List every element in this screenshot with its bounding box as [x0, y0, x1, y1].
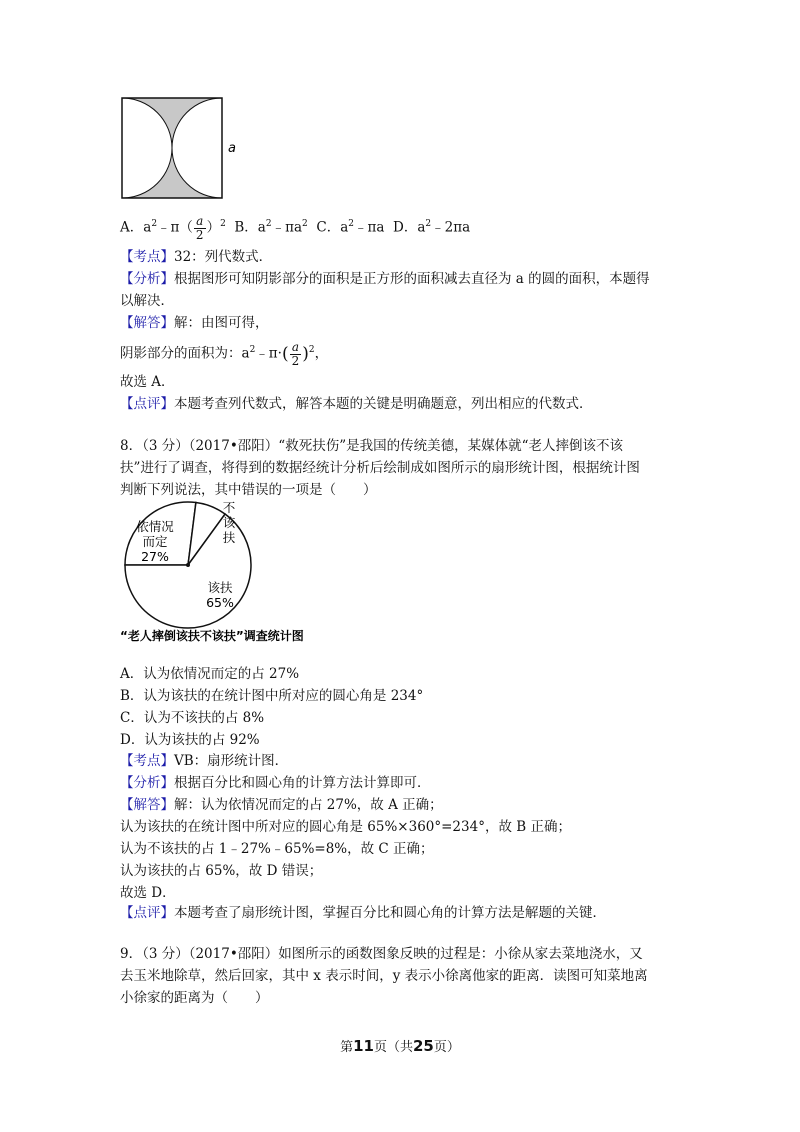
formula-end: ，: [314, 345, 329, 362]
jieda-line-5: 故选 D．: [120, 885, 176, 901]
q7-kaodian: [120, 247, 272, 267]
q7-option-a-text: ﹣π（: [157, 219, 193, 236]
q8-fenxi: [120, 773, 431, 793]
pie-slice-label: 而定: [142, 534, 168, 549]
q8-option-c: C．认为不该扶的占 8%: [120, 710, 265, 726]
pie-value-label: 65%: [206, 595, 234, 610]
jieda-line-3: 认为不该扶的占 1﹣27%﹣65%=8%，故 C 正确；: [120, 841, 434, 857]
fenxi-tag: 【分析】: [120, 271, 174, 287]
side-label: a: [228, 141, 236, 156]
fraction-a-over-2: [290, 341, 302, 368]
kaodian-text: VB：扇形统计图．: [174, 753, 289, 769]
pie-slice-label: 该扶: [207, 580, 233, 595]
q7-fenxi: [120, 269, 650, 289]
page-middle: 页（共: [373, 1040, 413, 1055]
square-semicircle-figure: [118, 94, 258, 204]
superscript: 2: [308, 345, 315, 355]
q9-stem-line-2: 去玉米地除草，然后回家，其中 x 表示时间，y 表示小徐离他家的距离．读图可知菜地离: [120, 968, 648, 984]
jieda-tag: 【解答】: [120, 315, 174, 331]
q7-answer: 故选 A．: [120, 374, 175, 390]
fraction-numerator: a: [290, 341, 302, 355]
pie-slice-label: 扶: [222, 530, 236, 545]
paren-close: ): [302, 344, 309, 364]
pie-chart: [120, 500, 360, 650]
fenxi-tag: 【分析】: [120, 775, 174, 791]
superscript: 2: [302, 219, 308, 229]
q7-options: [120, 214, 470, 242]
superscript: 2: [151, 219, 158, 229]
q8-stem-line-1: 8．（3 分）（2017•邵阳）“救死扶伤”是我国的传统美德，某媒体就“老人摔倒该不该: [120, 438, 623, 454]
q8-option-d: D．认为该扶的占 92%: [120, 732, 260, 748]
page-suffix: 页）: [433, 1040, 460, 1055]
q7-option-c-text: ﹣πa: [353, 219, 385, 236]
fraction-numerator: a: [194, 215, 206, 229]
formula-prefix: 阴影部分的面积为：a: [120, 345, 250, 362]
jieda-text: 解：认为依情况而定的占 27%，故 A 正确；: [174, 797, 443, 813]
q7-option-d: D．a: [393, 219, 426, 236]
q8-option-b: B．认为该扶的在统计图中所对应的圆心角是 234°: [120, 688, 424, 704]
q9-stem-line-3: 小徐家的距离为（ ）: [120, 990, 269, 1006]
superscript: 2: [348, 219, 354, 229]
fenxi-text: 根据图形可知阴影部分的面积是正方形的面积减去直径为 a 的圆的面积，本题得: [174, 271, 650, 287]
dianping-text: 本题考查列代数式，解答本题的关键是明确题意，列出相应的代数式．: [174, 396, 593, 412]
kaodian-tag: 【考点】: [120, 249, 174, 265]
fraction-denominator: 2: [291, 353, 300, 368]
jieda-line-2: 认为该扶的在统计图中所对应的圆心角是 65%×360°=234°，故 B 正确；: [120, 819, 571, 835]
fraction-a-over-2: [194, 215, 206, 242]
q7-option-a: A．a: [120, 219, 152, 236]
pie-value-label: 27%: [141, 549, 169, 564]
pie-center-dot: [186, 563, 190, 567]
page-current: 11: [353, 1037, 374, 1055]
paren-open: (: [281, 344, 289, 364]
fenxi-text: 根据百分比和圆心角的计算方法计算即可．: [174, 775, 431, 791]
page-prefix: 第: [340, 1040, 354, 1055]
q7-dianping: [120, 394, 593, 414]
q8-jieda: [120, 795, 443, 815]
page-number: [0, 1036, 800, 1055]
q8-stem-line-2: 扶”进行了调查，将得到的数据经统计分析后绘制成如图所示的扇形统计图，根据统计图: [120, 460, 640, 476]
q8-dianping: [120, 903, 606, 923]
dianping-text: 本题考查了扇形统计图，掌握百分比和圆心角的计算方法是解题的关键．: [174, 905, 606, 921]
jieda-line-4: 认为该扶的占 65%，故 D 错误；: [120, 863, 323, 879]
q8-kaodian: [120, 751, 288, 771]
q8-stem-line-3: 判断下列说法，其中错误的一项是（ ）: [120, 482, 377, 498]
pie-slice-label: 该: [222, 515, 236, 530]
q7-jieda: [120, 313, 269, 333]
jieda-tag: 【解答】: [120, 797, 174, 813]
superscript: 2: [425, 219, 432, 229]
fraction-denominator: 2: [195, 227, 204, 242]
q9-stem-line-1: 9．（3 分）（2017•邵阳）如图所示的函数图象反映的过程是：小徐从家去菜地浇水，又: [120, 946, 643, 962]
superscript: 2: [220, 219, 226, 229]
q7-option-d-text: ﹣2πa: [431, 219, 471, 236]
pie-slice-label: 依情况: [136, 519, 174, 534]
q7-option-c: C．a: [316, 219, 349, 236]
q7-option-b-text: ﹣πa: [271, 219, 303, 236]
fenxi-text-cont: 以解决．: [120, 293, 174, 309]
jieda-text: 解：由图可得，: [174, 315, 269, 331]
q7-jieda-formula: [120, 340, 328, 368]
superscript: 2: [249, 345, 256, 355]
q7-option-b: B．a: [234, 219, 266, 236]
superscript: 2: [265, 219, 272, 229]
q8-option-a: A．认为依情况而定的占 27%: [120, 666, 300, 682]
chart-title: “老人摔倒该扶不该扶”调查统计图: [120, 629, 304, 643]
kaodian-text: 32：列代数式．: [174, 249, 273, 265]
dianping-tag: 【点评】: [120, 396, 174, 412]
dianping-tag: 【点评】: [120, 905, 174, 921]
page-total: 25: [413, 1037, 434, 1055]
kaodian-tag: 【考点】: [120, 753, 174, 769]
pie-slice-label: 不: [222, 500, 236, 515]
formula-mid: ﹣π·: [255, 345, 282, 362]
q7-option-a-close: ）: [206, 219, 221, 236]
